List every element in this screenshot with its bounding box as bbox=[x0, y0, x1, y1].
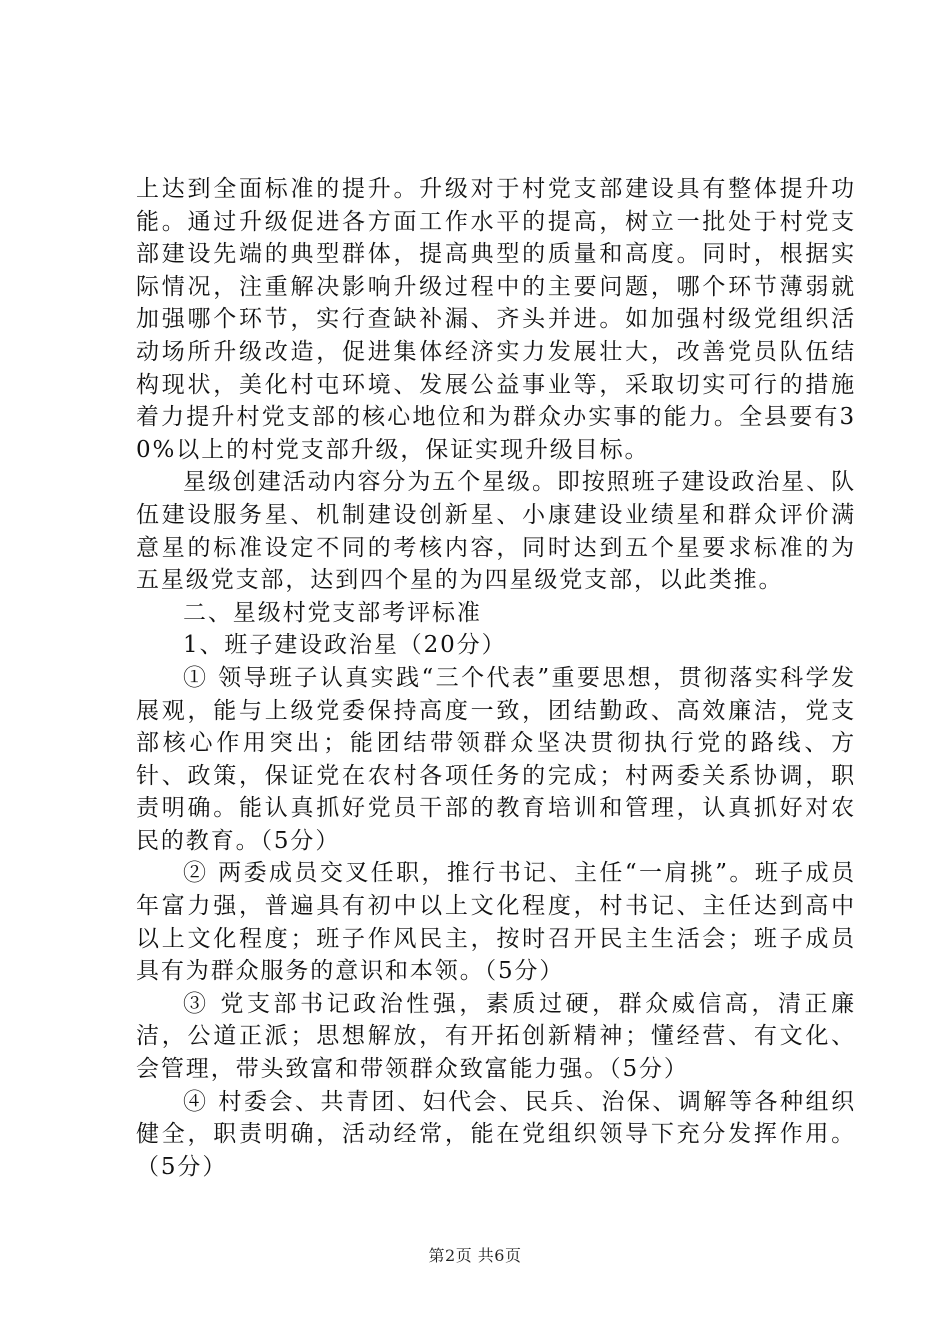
list-item-3: ③ 党支部书记政治性强，素质过硬，群众威信高，清正廉洁，公道正派；思想解放，有开拓创新精神；懂经营、有文化、会管理，带头致富和带领群众致富能力强。（5分） bbox=[136, 990, 856, 1083]
list-item-2: ② 两委成员交叉任职，推行书记、主任“一肩挑”。班子成员年富力强，普遍具有初中以上文化程度，村书记、主任达到高中以上文化程度；班子作风民主，按时召开民主生活会；班子成员具有为群众服务的意识和本领。（5分） bbox=[136, 860, 856, 985]
document-body bbox=[136, 173, 856, 1183]
list-item-4: ④ 村委会、共青团、妇代会、民兵、治保、调解等各种组织健全，职责明确，活动经常，能在党组织领导下充分发挥作用。（5分） bbox=[136, 1088, 856, 1180]
section-heading: 二、星级村党支部考评标准 bbox=[183, 599, 482, 626]
subsection-heading: 1、班子建设政治星（20分） bbox=[183, 632, 507, 659]
page-footer: 第2页 共6页 bbox=[428, 1246, 522, 1265]
paragraph-star-levels: 星级创建活动内容分为五个星级。即按照班子建设政治星、队伍建设服务星、机制建设创新星、小康建设业绩星和群众评价满意星的标准设定不同的考核内容，同时达到五个星要求标准的为五星级党支部，达到四个星的为四星级党支部，以此类推。 bbox=[136, 469, 856, 594]
list-item-1: ① 领导班子认真实践“三个代表”重要思想，贯彻落实科学发展观，能与上级党委保持高度一致，团结勤政、高效廉洁，党支部核心作用突出；能团结带领群众坚决贯彻执行党的路线、方针、政策，保证党在农村各项任务的完成；村两委关系协调，职责明确。能认真抓好党员干部的教育培训和管理，认真抓好对农民的教育。（5分） bbox=[136, 664, 856, 854]
paragraph-continuation: 上达到全面标准的提升。升级对于村党支部建设具有整体提升功能。通过升级促进各方面工作水平的提高，树立一批处于村党支部建设先端的典型群体，提高典型的质量和高度。同时，根据实际情况，注重解决影响升级过程中的主要问题，哪个环节薄弱就加强哪个环节，实行查缺补漏、齐头并进。如加强村级党组织活动场所升级改造，促进集体经济实力发展壮大，改善党员队伍结构现状，美化村屯环境、发展公益事业等，采取切实可行的措施着力提升村党支部的核心地位和为群众办实事的能力。全县要有30%以上的村党支部升级，保证实现升级目标。 bbox=[136, 176, 856, 463]
